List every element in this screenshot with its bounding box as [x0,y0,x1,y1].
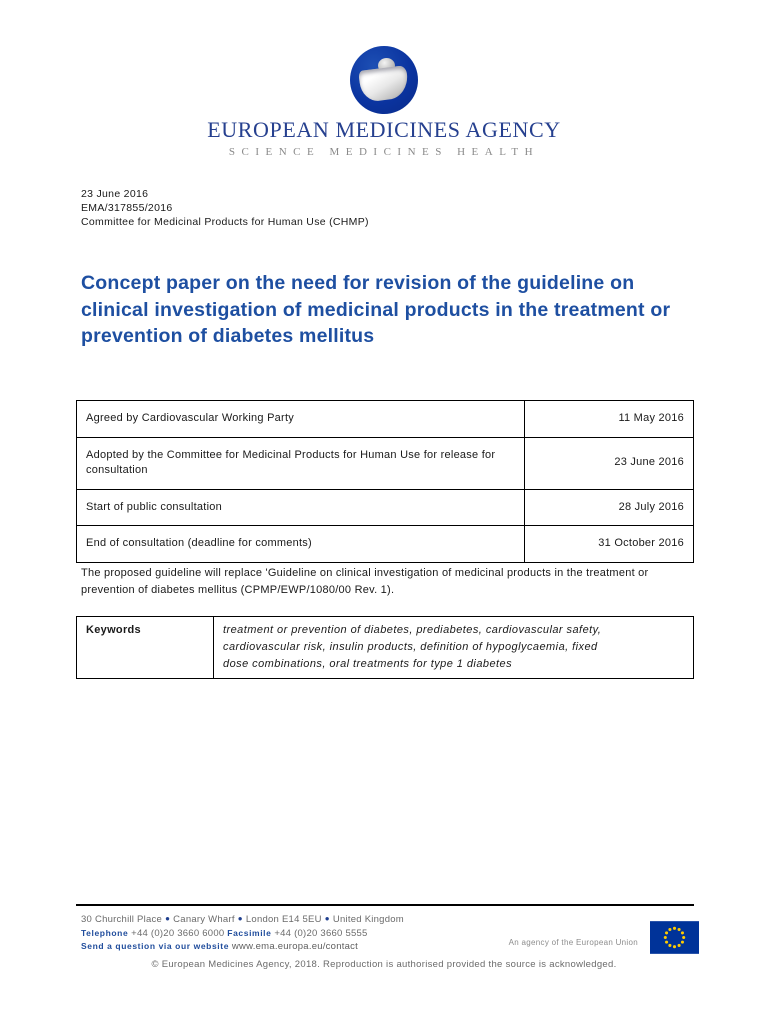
ema-logo [0,46,768,158]
agency-wordmark: EUROPEAN MEDICINES AGENCY [207,117,561,142]
table-row [77,489,694,526]
mortar-and-pestle-icon [350,46,418,114]
document-date: 23 June 2016 [81,188,149,200]
eu-flag-icon [650,921,699,954]
timeline-label: Adopted by the Committee for Medicinal Products for Human Use for release for consultation [86,448,496,476]
timeline-label: Agreed by Cardiovascular Working Party [86,412,294,424]
keywords-value: treatment or prevention of diabetes, prediabetes, cardiovascular safety, cardiovascular risk, insulin products, definition of hypoglycaemia, fixed dose combinations, oral treatments for type 1 diabetes [223,624,602,670]
table-row [77,526,694,563]
eu-agency-note: An agency of the European Union [508,938,638,947]
footer-address-block [81,912,404,954]
copyright-notice: © European Medicines Agency, 2018. Reproduction is authorised provided the source is acknowledged. [151,959,617,970]
timeline-date: 11 May 2016 [525,401,694,438]
document-reference: EMA/317855/2016 [81,201,173,214]
consultation-timeline-table [76,400,694,563]
document-committee: Committee for Medicinal Products for Human Use (CHMP) [81,215,369,228]
page-title: Concept paper on the need for revision of the guideline on clinical investigation of medicinal products in the treatment or prevention of diabetes mellitus [81,272,671,347]
website-line [81,940,404,954]
facsimile-label: Facsimile [227,927,272,938]
replacement-note: The proposed guideline will replace 'Guideline on clinical investigation of medicinal products in the treatment or prevention of diabetes mellitus (CPMP/EWP/1080/00 Rev. 1). [81,567,649,596]
document-meta [81,188,369,229]
timeline-date: 23 June 2016 [525,437,694,489]
website-link[interactable]: www.ema.europa.eu/contact [231,941,359,952]
address-part: London E14 5EU [245,914,322,925]
facsimile-number: +44 (0)20 3660 5555 [274,927,368,939]
address-part: Canary Wharf [173,914,235,925]
telephone-number: +44 (0)20 3660 6000 [131,927,225,939]
keywords-table [76,616,694,679]
bullet-separator: ● [165,914,171,923]
keywords-label: Keywords [77,617,214,679]
bullet-separator: ● [237,914,243,923]
table-row [77,401,694,438]
footer-divider [76,904,694,906]
timeline-label: Start of public consultation [86,500,223,513]
bullet-separator: ● [324,914,330,923]
timeline-label: End of consultation (deadline for comments) [86,537,312,549]
table-row [77,437,694,489]
timeline-date: 31 October 2016 [525,526,694,563]
address-line [81,912,404,927]
timeline-date: 28 July 2016 [525,489,694,526]
website-label: Send a question via our website [81,941,230,951]
mortar-bowl-icon [358,65,410,103]
table-row [77,617,694,679]
phone-line [81,927,404,941]
address-part: United Kingdom [332,914,404,925]
telephone-label: Telephone [81,927,129,938]
address-part: 30 Churchill Place [81,914,163,925]
agency-tagline: SCIENCE MEDICINES HEALTH [228,146,540,158]
